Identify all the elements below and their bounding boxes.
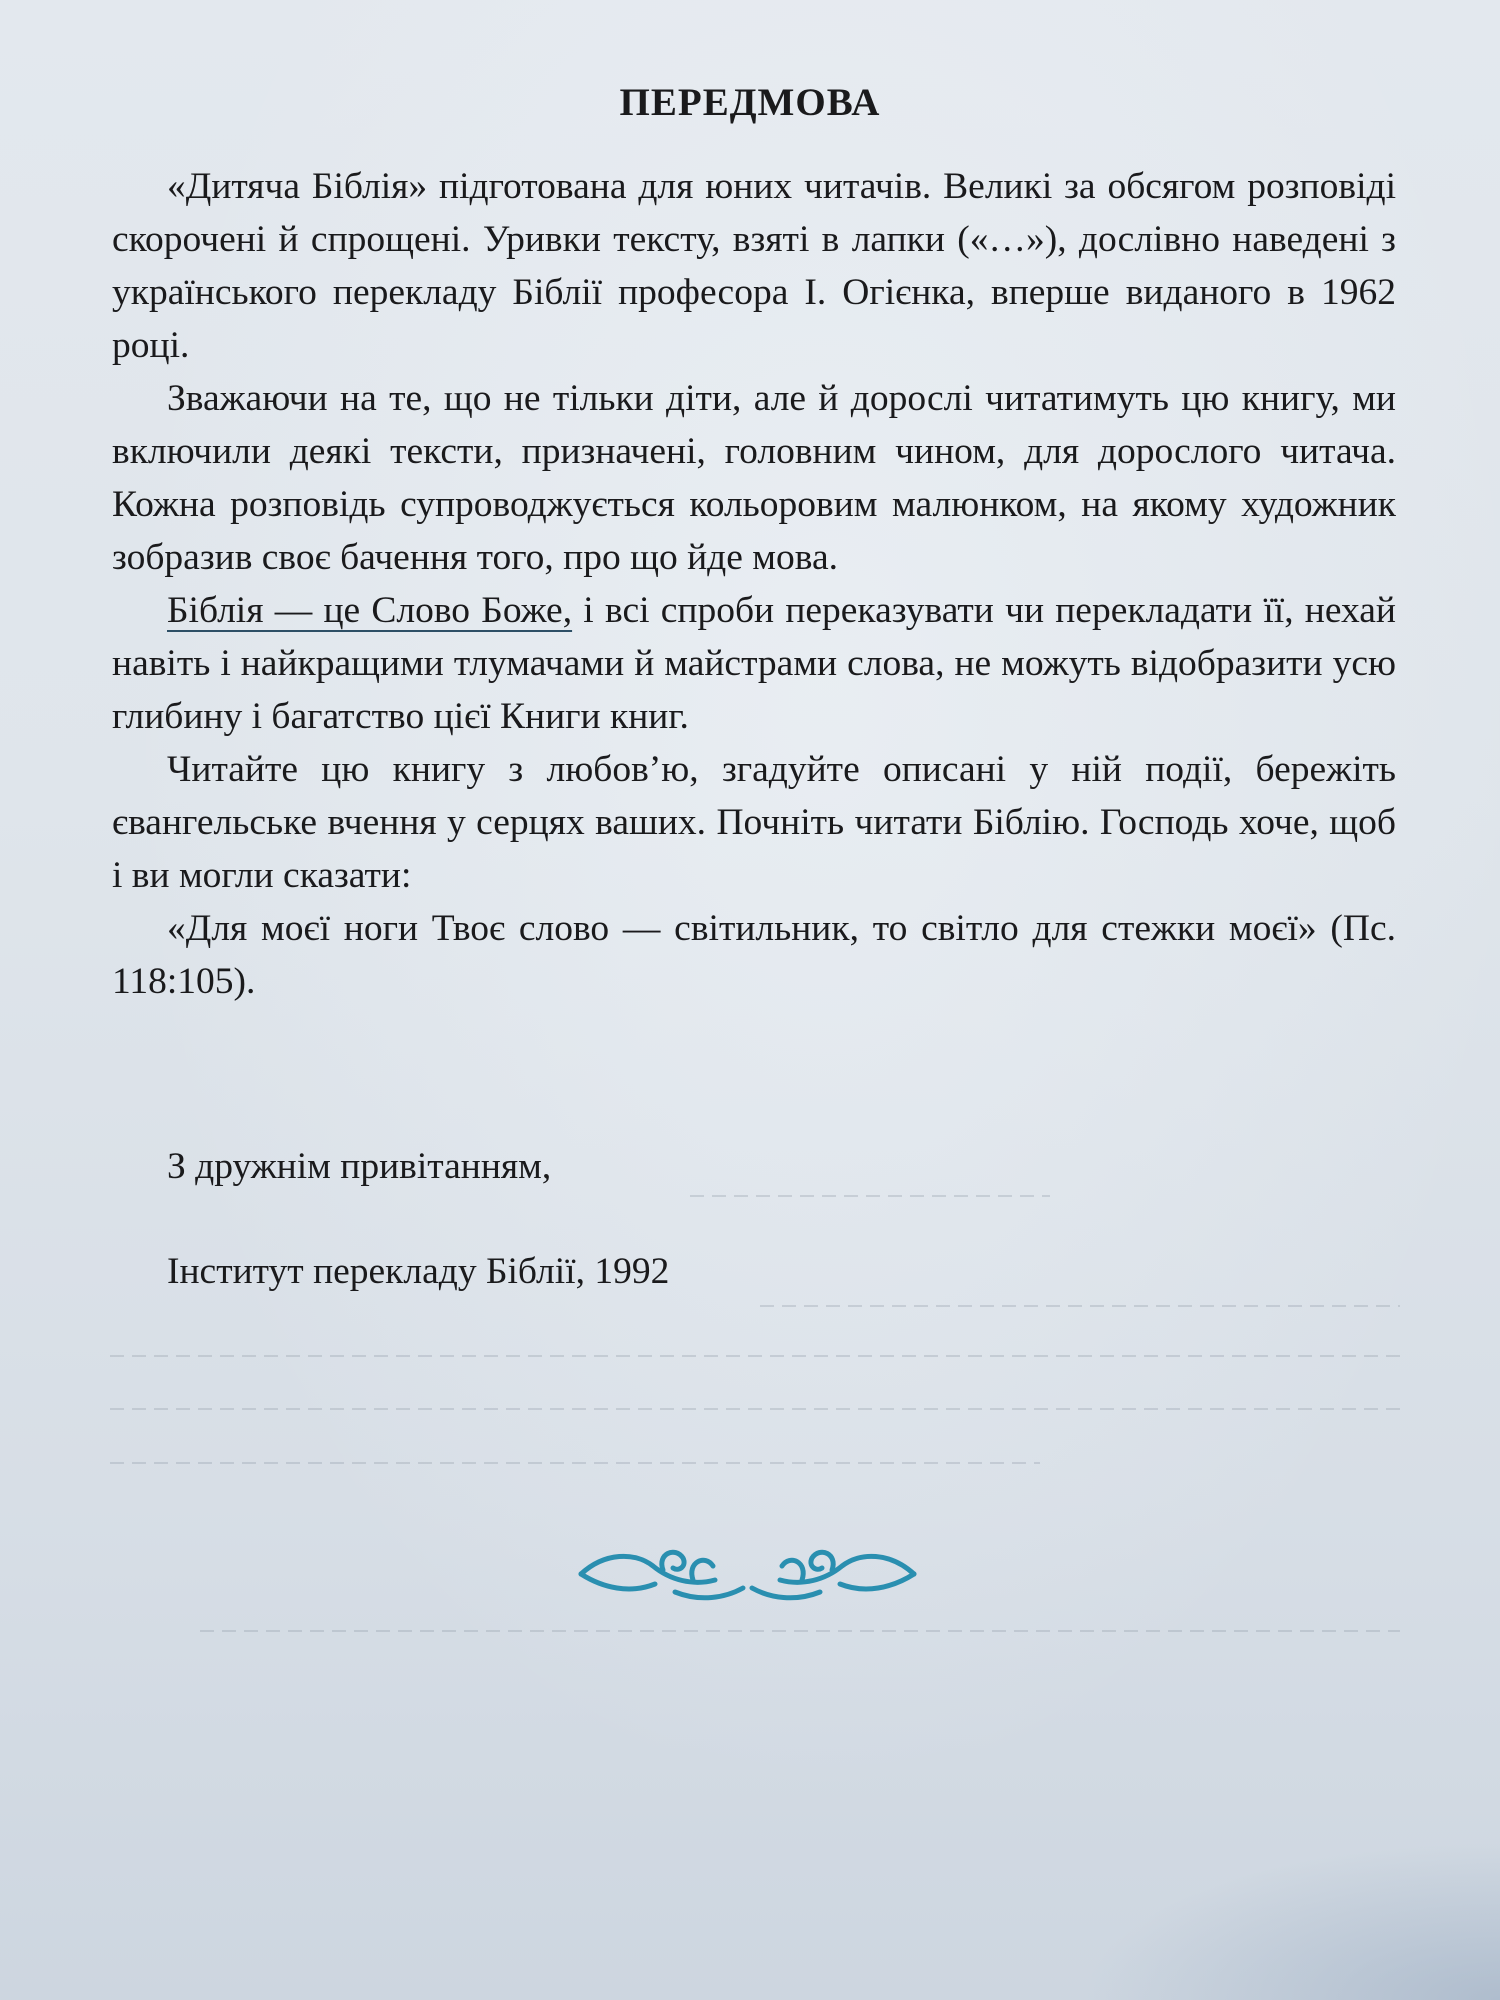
paragraph-3 xyxy=(112,584,1396,743)
paragraph-4: Читайте цю книгу з любов’ю, згадуйте описані у ній події, бережіть євангельське вчення у серцях ваших. Почніть читати Біблію. Господь хоче, щоб і ви могли сказати: xyxy=(112,749,1396,896)
show-through-line xyxy=(690,1195,1050,1197)
show-through-line xyxy=(760,1305,1400,1307)
paragraph-2: Зважаючи на те, що не тільки діти, але й дорослі читатимуть цю книгу, ми включили деякі тексти, призначені, головним чином, для дорослого читача. Кожна розповідь супроводжується кольоровим малюнком, на якому художник зобразив своє бачення того, про що йде мова. xyxy=(112,378,1396,578)
show-through-line xyxy=(110,1408,1400,1410)
paragraph-1: «Дитяча Біблія» підготована для юних читачів. Великі за обсягом розповіді скорочені й спрощені. Уривки тексту, взяті в лапки («…»), дослівно наведені з українського перекладу Біблії професора І. Огієнка, вперше виданого в 1962 році. xyxy=(112,166,1396,366)
underlined-phrase: Біблія — це Слово Боже, xyxy=(167,590,573,631)
closing-greeting: З дружнім привітанням, xyxy=(167,1146,552,1187)
show-through-line xyxy=(110,1462,1040,1464)
show-through-line xyxy=(200,1630,1400,1632)
flourish-divider-icon xyxy=(575,1540,920,1610)
paragraph-3-rest: і всі спроби переказувати чи перекладати її, нехай навіть і найкращими тлумачами й майстрами слова, не можуть відобразити усю глибину і багатство цієї Книги книг. xyxy=(112,590,1396,737)
preface-body xyxy=(112,160,1396,1008)
show-through-line xyxy=(110,1355,1400,1357)
page-title: ПЕРЕДМОВА xyxy=(619,81,881,124)
scripture-quote: «Для моєї ноги Твоє слово — світильник, то світло для стежки моєї» (Пс. 118:105). xyxy=(112,908,1396,1002)
page-shadow xyxy=(1080,1840,1500,2000)
closing-signature: Інститут перекладу Біблії, 1992 xyxy=(167,1251,670,1292)
